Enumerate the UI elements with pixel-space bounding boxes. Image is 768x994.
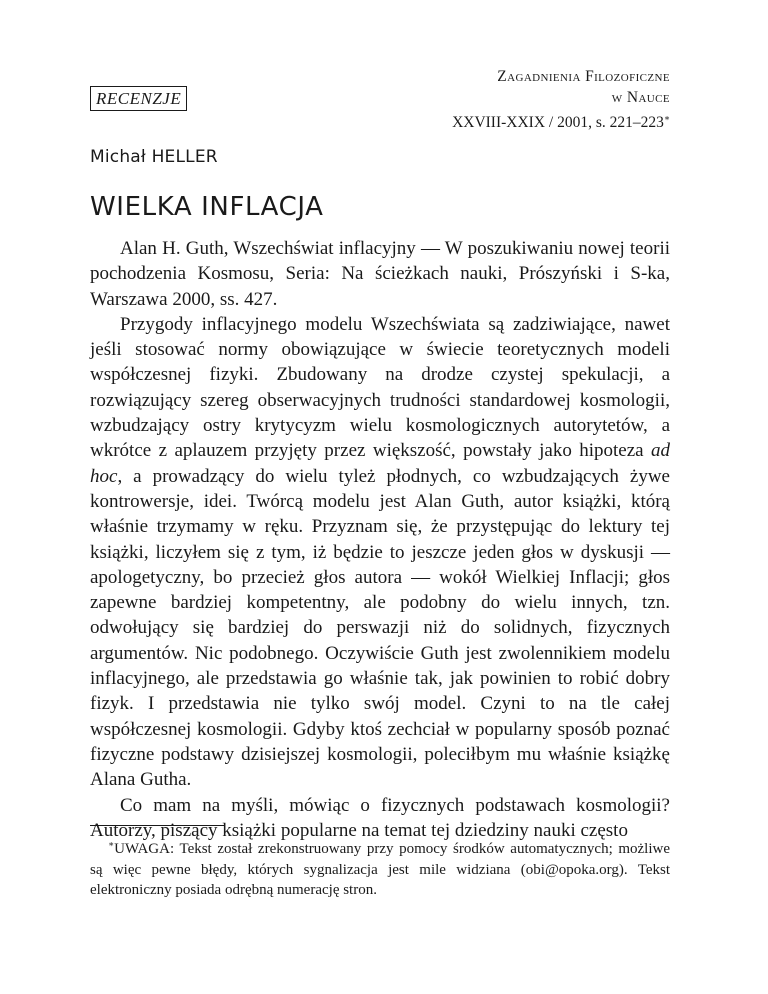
journal-volume — [452, 108, 670, 133]
paragraph-2-part-a: Przygody inflacyjnego modelu Wszechświata są zadziwiające, nawet jeśli stosować normy obowiązujące w świecie teoretycznych modeli współczesnej fizyki. Zbudowany na drodze czystej spekulacji, a rozwiązujący szereg obserwacyjnych trudności standardowej kosmologii, wzbudzający ostry krytycyzm wielu kosmologicznych autorytetów, a wkrótce z aplauzem przyjęty przez większość, powstały jako hipoteza — [90, 313, 670, 462]
page — [90, 0, 670, 994]
journal-info — [452, 66, 670, 133]
footnote-mark: ∗ — [108, 839, 115, 849]
paragraph-3: Co mam na myśli, mówiąc o fizycznych podstawach kosmologii? Autorzy, piszący książki popularne na temat tej dziedziny nauki często — [90, 794, 670, 841]
footnote — [90, 834, 670, 901]
article-author: Michał HELLER — [90, 147, 218, 167]
volume-footnote-mark: ∗ — [663, 113, 670, 123]
paragraph-2-emphasis: ad hoc — [90, 440, 670, 487]
article-body — [90, 236, 670, 843]
volume-text: XXVIII-XXIX / 2001, s. 221–223 — [452, 114, 664, 132]
page-header — [90, 66, 670, 136]
article-title: WIELKA INFLACJA — [90, 192, 324, 222]
paragraph-2 — [90, 312, 670, 793]
journal-title-line1: Zagadnienia Filozoficzne — [497, 68, 670, 85]
section-label: RECENZJE — [90, 86, 187, 111]
paragraph-2-part-b: , a prowadzący do wielu tyleż płodnych, co wzbudzających żywe kontrowersje, idei. Twórcą modelu jest Alan Guth, autor książki, którą właśnie trzymamy w ręku. Przyznam się, że przystępując do lektury tej książki, liczyłem się z tym, iż będzie to jeszcze jeden głos w dyskusji — apologetyczny, bo przecież głos autora — wokół Wielkiej Inflacji; głos zapewne bardziej kompetentny, ale podobny do wielu innych, tzn. odwołujący się bardziej do perswazji niż do solidnych, fizycznych argumentów. Nic podobnego. Oczywiście Guth jest zwolennikiem modelu inflacyjnego, ale przedstawia go właśnie tak, jak powinien to robić dobry fizyk. I przedstawia nie tylko swój model. Czyni to na tle całej współczesnej kosmologii. Gdyby ktoś zechciał w popularny sposób poznać fizyczne podstawy dzisiejszej kosmologii, poleciłbym mu właśnie książkę Alana Gutha. — [90, 465, 670, 791]
paragraph-citation: Alan H. Guth, Wszechświat inflacyjny — W poszukiwaniu nowej teorii pochodzenia Kosmosu, Seria: Na ścieżkach nauki, Prószyński i S-ka, Warszawa 2000, ss. 427. — [90, 238, 670, 310]
journal-title-line2: w Nauce — [611, 89, 670, 106]
footnote-rule — [90, 825, 225, 826]
footnote-text: UWAGA: Tekst został zrekonstruowany przy pomocy środków automatycznych; możliwe są więc pewne błędy, których sygnalizacja jest mile widziana (obi@opoka.org). Tekst elektroniczny posiada odrębną numerację stron. — [90, 841, 670, 898]
